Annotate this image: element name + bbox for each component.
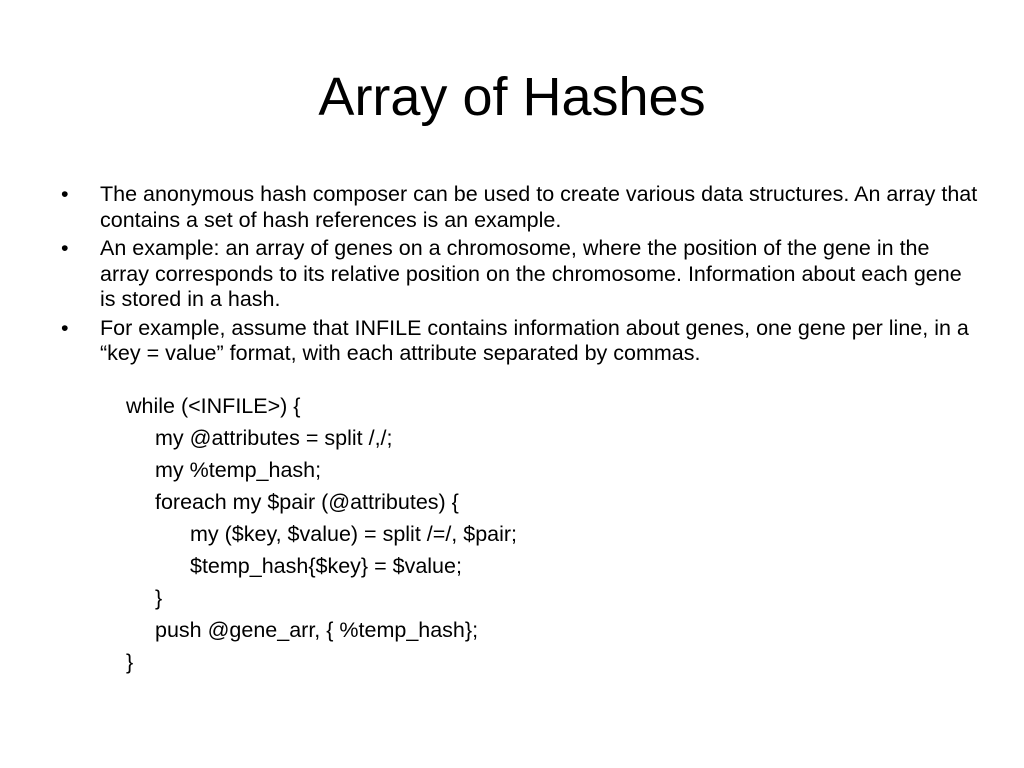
- code-line-close-while: }: [126, 650, 134, 674]
- code-line-while: while (<INFILE>) {: [126, 394, 301, 418]
- bullet-item-gene-example: [61, 236, 981, 313]
- bullet-icon: •: [61, 182, 69, 206]
- bullet-list: [61, 182, 981, 370]
- bullet-item-infile-example: [61, 316, 981, 367]
- bullet-text: For example, assume that INFILE contains information about genes, one gene per line, in a “key = value” format, with each attribute separated by commas.: [100, 315, 969, 365]
- code-line-split-attributes: my @attributes = split /,/;: [155, 426, 393, 450]
- bullet-icon: •: [61, 315, 69, 340]
- bullet-text: An example: an array of genes on a chromosome, where the position of the gene in the array corresponds to its relative position on the chromosome. Information about each gene is stored in a hash.: [100, 236, 962, 311]
- code-line-assign-value: $temp_hash{$key} = $value;: [190, 554, 462, 578]
- bullet-text: The anonymous hash composer can be used to create various data structures. An array that contains a set of hash references is an example.: [100, 182, 978, 232]
- code-line-split-pair: my ($key, $value) = split /=/, $pair;: [190, 522, 518, 546]
- bullet-icon: •: [61, 236, 69, 260]
- code-line-close-foreach: }: [155, 586, 163, 610]
- slide-title: Array of Hashes: [318, 67, 706, 127]
- code-line-foreach: foreach my $pair (@attributes) {: [155, 490, 459, 514]
- bullet-item-anonymous-hash: [61, 182, 981, 233]
- code-line-push: push @gene_arr, { %temp_hash};: [155, 618, 479, 642]
- code-line-temp-hash: my %temp_hash;: [155, 458, 322, 482]
